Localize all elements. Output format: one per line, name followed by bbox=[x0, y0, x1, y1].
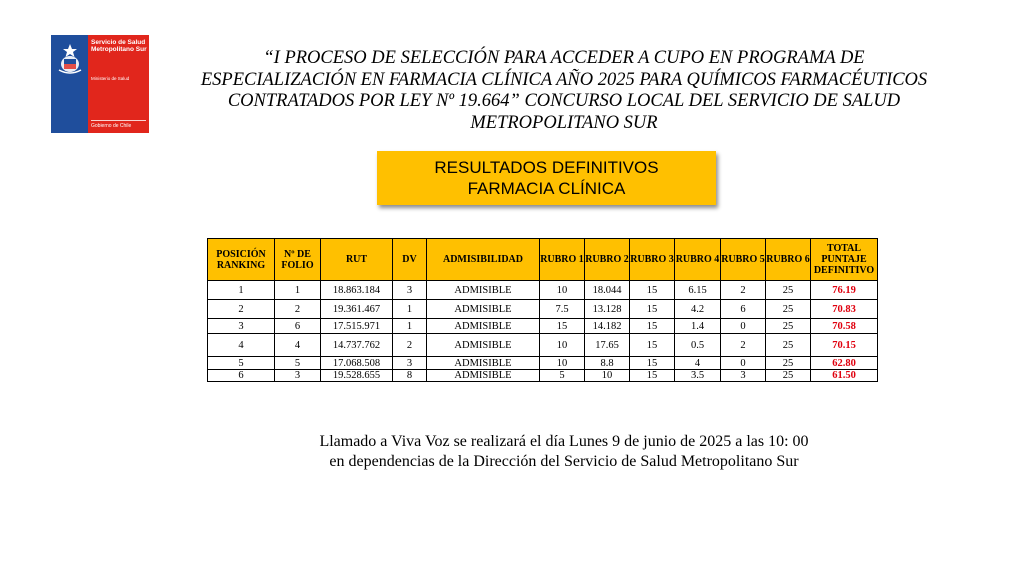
total-score-cell: 70.83 bbox=[811, 300, 878, 319]
table-cell: 25 bbox=[766, 319, 811, 334]
header-cell: RUT bbox=[321, 239, 393, 281]
table-cell: 1 bbox=[393, 300, 427, 319]
table-header-row bbox=[208, 239, 878, 281]
header-cell: RUBRO 3 bbox=[630, 239, 675, 281]
table-row bbox=[208, 281, 878, 300]
results-banner bbox=[377, 151, 716, 205]
table-cell: 17.515.971 bbox=[321, 319, 393, 334]
title-line: “I PROCESO DE SELECCIÓN PARA ACCEDER A CUPO EN PROGRAMA DE bbox=[263, 48, 865, 68]
table-cell: 3.5 bbox=[675, 370, 721, 382]
coat-of-arms-icon bbox=[55, 42, 85, 76]
table-cell: 8 bbox=[393, 370, 427, 382]
table-cell: 10 bbox=[540, 357, 585, 370]
table-cell: ADMISIBLE bbox=[427, 370, 540, 382]
table-cell: 19.528.655 bbox=[321, 370, 393, 382]
header-cell: Nº DE FOLIO bbox=[275, 239, 321, 281]
table-cell: 3 bbox=[208, 319, 275, 334]
title-line: ESPECIALIZACIÓN EN FARMACIA CLÍNICA AÑO 2025 PARA QUÍMICOS FARMACÉUTICOS bbox=[200, 69, 928, 90]
table-cell: 25 bbox=[766, 334, 811, 357]
footer-note bbox=[200, 432, 928, 472]
table-row bbox=[208, 334, 878, 357]
table-cell: 25 bbox=[766, 300, 811, 319]
table-cell: 0 bbox=[721, 319, 766, 334]
table-cell: 19.361.467 bbox=[321, 300, 393, 319]
table-row bbox=[208, 300, 878, 319]
table-cell: 10 bbox=[585, 370, 630, 382]
table-cell: 1.4 bbox=[675, 319, 721, 334]
table-cell: 2 bbox=[721, 281, 766, 300]
table-cell: ADMISIBLE bbox=[427, 334, 540, 357]
table-cell: 25 bbox=[766, 357, 811, 370]
table-cell: 6 bbox=[721, 300, 766, 319]
table-cell: 4 bbox=[275, 334, 321, 357]
document-title bbox=[180, 48, 948, 134]
table-cell: 15 bbox=[630, 319, 675, 334]
header-cell: ADMISIBILIDAD bbox=[427, 239, 540, 281]
table-cell: ADMISIBLE bbox=[427, 281, 540, 300]
total-score-cell: 61.50 bbox=[811, 370, 878, 382]
table-cell: 6 bbox=[275, 319, 321, 334]
table-cell: 2 bbox=[721, 334, 766, 357]
table-cell: 5 bbox=[540, 370, 585, 382]
table-row bbox=[208, 357, 878, 370]
table-cell: 3 bbox=[721, 370, 766, 382]
table-cell: 4 bbox=[208, 334, 275, 357]
header-cell: RUBRO 5 bbox=[721, 239, 766, 281]
total-score-cell: 76.19 bbox=[811, 281, 878, 300]
table-cell: 15 bbox=[630, 334, 675, 357]
title-line: METROPOLITANO SUR bbox=[470, 112, 658, 133]
results-table bbox=[207, 238, 878, 382]
footer-line-2: en dependencias de la Dirección del Servicio de Salud Metropolitano Sur bbox=[329, 453, 799, 470]
logo-org-name: Servicio de Salud Metropolitano Sur bbox=[91, 39, 147, 53]
table-cell: 25 bbox=[766, 370, 811, 382]
table-cell: 15 bbox=[630, 357, 675, 370]
table-cell: ADMISIBLE bbox=[427, 357, 540, 370]
table-cell: ADMISIBLE bbox=[427, 300, 540, 319]
total-score-cell: 70.15 bbox=[811, 334, 878, 357]
table-cell: 4 bbox=[675, 357, 721, 370]
header-cell: RUBRO 4 bbox=[675, 239, 721, 281]
table-cell: 2 bbox=[275, 300, 321, 319]
header-cell: TOTAL PUNTAJE DEFINITIVO bbox=[811, 239, 878, 281]
table-cell: 10 bbox=[540, 334, 585, 357]
table-cell: 15 bbox=[540, 319, 585, 334]
logo-government: Gobierno de Chile bbox=[91, 123, 132, 129]
table-cell: 25 bbox=[766, 281, 811, 300]
table-cell: 2 bbox=[208, 300, 275, 319]
table-cell: 1 bbox=[208, 281, 275, 300]
table-cell: 15 bbox=[630, 281, 675, 300]
header-cell: DV bbox=[393, 239, 427, 281]
table-cell: 18.044 bbox=[585, 281, 630, 300]
table-cell: 15 bbox=[630, 370, 675, 382]
banner-line-1: RESULTADOS DEFINITIVOS bbox=[434, 158, 659, 177]
table-cell: 5 bbox=[275, 357, 321, 370]
title-line: CONTRATADOS POR LEY Nº 19.664” CONCURSO LOCAL DEL SERVICIO DE SALUD bbox=[227, 91, 901, 111]
ministry-logo bbox=[51, 35, 149, 133]
table-cell: 6 bbox=[208, 370, 275, 382]
table-cell: 6.15 bbox=[675, 281, 721, 300]
table-cell: 1 bbox=[275, 281, 321, 300]
table-cell: 4.2 bbox=[675, 300, 721, 319]
table-cell: 5 bbox=[208, 357, 275, 370]
table-row bbox=[208, 319, 878, 334]
logo-ministry: Ministerio de Salud bbox=[91, 76, 130, 81]
banner-line-2: FARMACIA CLÍNICA bbox=[467, 179, 626, 198]
table-cell: 0 bbox=[721, 357, 766, 370]
table-cell: 7.5 bbox=[540, 300, 585, 319]
total-score-cell: 62.80 bbox=[811, 357, 878, 370]
header-cell: POSICIÓN RANKING bbox=[208, 239, 275, 281]
table-cell: 14.737.762 bbox=[321, 334, 393, 357]
table-cell: 3 bbox=[393, 357, 427, 370]
table-cell: 17.65 bbox=[585, 334, 630, 357]
table-cell: ADMISIBLE bbox=[427, 319, 540, 334]
table-row bbox=[208, 370, 878, 382]
total-score-cell: 70.58 bbox=[811, 319, 878, 334]
header-cell: RUBRO 6 bbox=[766, 239, 811, 281]
header-cell: RUBRO 2 bbox=[585, 239, 630, 281]
table-cell: 3 bbox=[275, 370, 321, 382]
table-cell: 13.128 bbox=[585, 300, 630, 319]
table-cell: 1 bbox=[393, 319, 427, 334]
table-cell: 18.863.184 bbox=[321, 281, 393, 300]
table-cell: 8.8 bbox=[585, 357, 630, 370]
table-cell: 10 bbox=[540, 281, 585, 300]
table-cell: 17.068.508 bbox=[321, 357, 393, 370]
footer-line-1: Llamado a Viva Voz se realizará el día Lunes 9 de junio de 2025 a las 10: 00 bbox=[319, 433, 809, 450]
table-cell: 3 bbox=[393, 281, 427, 300]
header-cell: RUBRO 1 bbox=[540, 239, 585, 281]
table-cell: 14.182 bbox=[585, 319, 630, 334]
table-cell: 15 bbox=[630, 300, 675, 319]
table-cell: 2 bbox=[393, 334, 427, 357]
table-cell: 0.5 bbox=[675, 334, 721, 357]
